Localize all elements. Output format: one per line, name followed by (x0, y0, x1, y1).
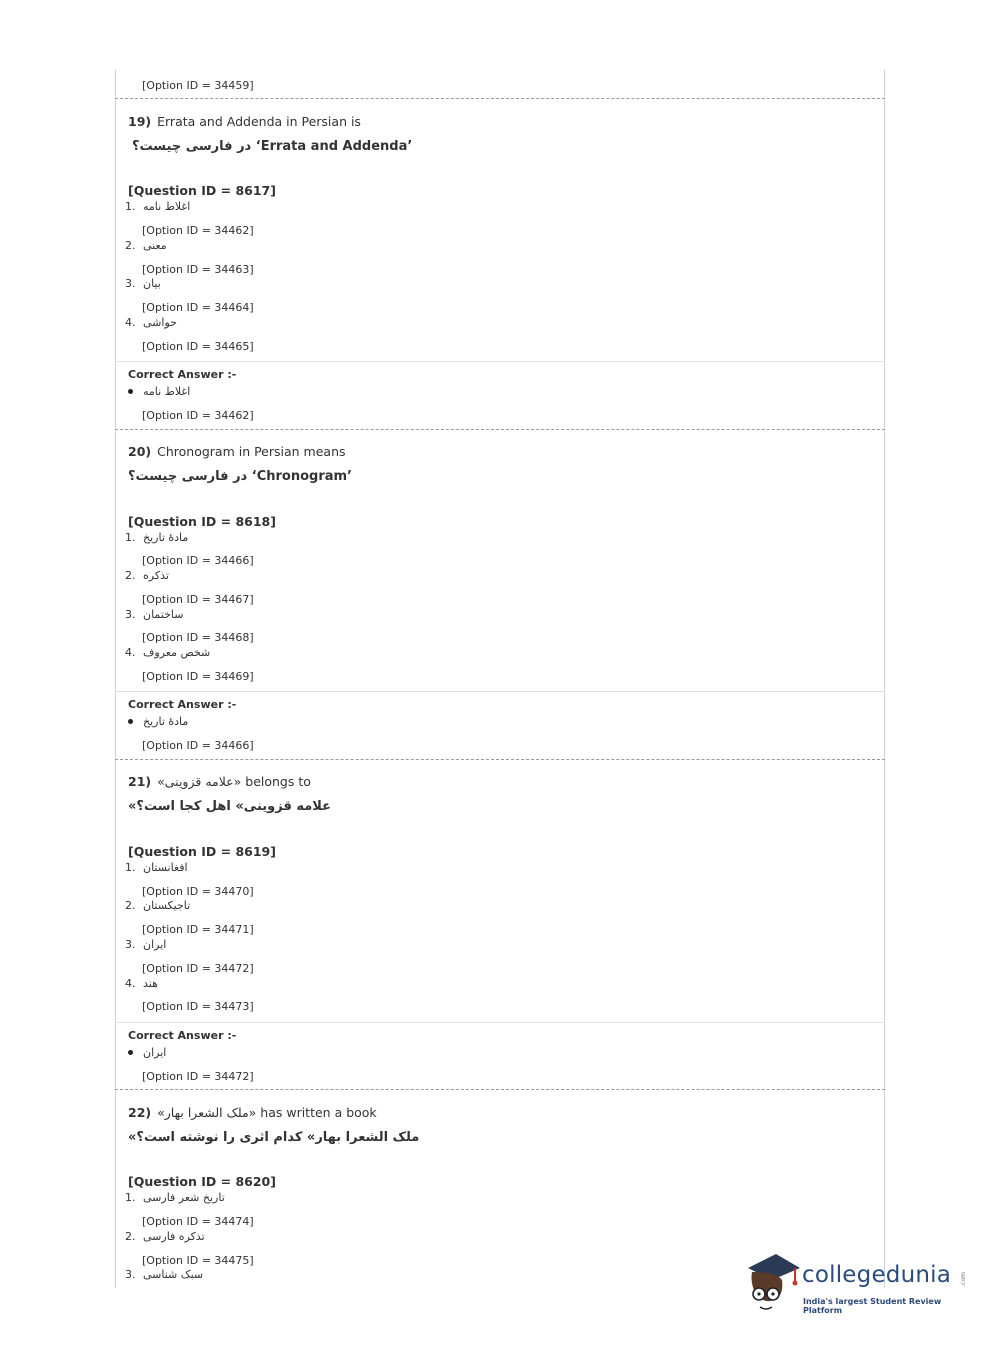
option-text: تاریخ شعر فارسی (143, 1191, 225, 1204)
question-22-persian: «ملک الشعرا بهار» کدام اثری را نوشته است؟ (128, 1130, 420, 1145)
logo-tagline: India's largest Student Review Platform (803, 1297, 942, 1315)
option-number: 2. (125, 569, 136, 582)
correct-answer (128, 715, 188, 728)
option-text: بیان (143, 277, 161, 290)
option-text: تاجیکستان (143, 899, 191, 912)
option-text: شخص معروف (143, 646, 211, 659)
option-3 (125, 277, 161, 290)
answer-text: اغلاط نامه (143, 385, 191, 398)
option-number: 1. (125, 200, 136, 213)
question-id: [Question ID = 8617] (128, 183, 276, 198)
option-id: [Option ID = 34462] (142, 224, 254, 237)
option-text: هند (143, 977, 158, 990)
question-id: [Question ID = 8619] (128, 844, 276, 859)
option-id: [Option ID = 34465] (142, 340, 254, 353)
option-id: [Option ID = 34470] (142, 885, 254, 898)
bullet-icon (128, 719, 133, 724)
logo-name: collegedunia (802, 1262, 952, 1288)
correct-answer-label: Correct Answer :- (128, 698, 237, 711)
option-id: [Option ID = 34471] (142, 923, 254, 936)
option-1 (125, 1191, 225, 1204)
option-text: سبک شناسی (143, 1268, 204, 1281)
option-number: 2. (125, 239, 136, 252)
option-number: 3. (125, 277, 136, 290)
question-divider (115, 98, 885, 99)
answer-divider (115, 361, 885, 362)
question-number: 21) (128, 774, 152, 789)
option-id: [Option ID = 34464] (142, 301, 254, 314)
option-1 (125, 861, 188, 874)
option-text: تذکره فارسی (143, 1230, 205, 1243)
option-id: [Option ID = 34468] (142, 631, 254, 644)
option-text: حواشی (143, 316, 177, 329)
answer-text: ایران (143, 1046, 167, 1059)
option-id: [Option ID = 34473] (142, 1000, 254, 1013)
option-4 (125, 646, 210, 659)
question-id: [Question ID = 8620] (128, 1174, 276, 1189)
option-id: [Option ID = 34474] (142, 1215, 254, 1228)
option-number: 4. (125, 977, 136, 990)
option-text: ساختمان (143, 608, 184, 621)
option-text: افغانستان (143, 861, 188, 874)
question-text: «ملک الشعرا بهار» has written a book (157, 1105, 377, 1120)
question-19-persian: در فارسی چیست؟ ‘Errata and Addenda’ (132, 139, 413, 154)
question-number: 20) (128, 444, 152, 459)
correct-answer (128, 1046, 166, 1059)
question-id: [Question ID = 8618] (128, 514, 276, 529)
option-id: [Option ID = 34472] (142, 962, 254, 975)
option-text: معنی (143, 239, 167, 252)
option-4 (125, 316, 177, 329)
option-3 (125, 1268, 203, 1281)
option-id: [Option ID = 34472] (142, 1070, 254, 1083)
option-text: اغلاط نامه (143, 200, 191, 213)
option-3 (125, 938, 166, 951)
question-number: 19) (128, 114, 152, 129)
option-4 (125, 977, 158, 990)
question-19-english (128, 114, 361, 129)
question-divider (115, 429, 885, 430)
option-number: 1. (125, 861, 136, 874)
option-number: 1. (125, 1191, 136, 1204)
option-id: [Option ID = 34467] (142, 593, 254, 606)
option-number: 2. (125, 1230, 136, 1243)
logo-suffix: .com (960, 1272, 967, 1287)
option-number: 3. (125, 938, 136, 951)
question-text: Chronogram in Persian means (157, 444, 346, 459)
question-20-persian: در فارسی چیست؟ ‘Chronogram’ (128, 469, 352, 484)
question-20-english (128, 444, 346, 459)
option-number: 3. (125, 608, 136, 621)
option-number: 2. (125, 899, 136, 912)
bullet-icon (128, 389, 133, 394)
option-id: [Option ID = 34462] (142, 409, 254, 422)
option-2 (125, 239, 167, 252)
option-text: مادۀ تاریخ (143, 531, 189, 544)
option-number: 4. (125, 316, 136, 329)
question-divider (115, 759, 885, 760)
option-number: 1. (125, 531, 136, 544)
option-2 (125, 1230, 205, 1243)
question-21-persian: «علامه قزوینی» اهل کجا است؟ (128, 799, 332, 814)
correct-answer (128, 385, 190, 398)
option-2 (125, 569, 169, 582)
correct-answer-label: Correct Answer :- (128, 368, 237, 381)
mascot-icon (742, 1250, 802, 1316)
option-number: 3. (125, 1268, 136, 1281)
option-text: ایران (143, 938, 167, 951)
option-id: [Option ID = 34463] (142, 263, 254, 276)
question-divider (115, 1089, 885, 1090)
option-id: [Option ID = 34466] (142, 554, 254, 567)
option-id: [Option ID = 34475] (142, 1254, 254, 1267)
question-21-english (128, 774, 311, 789)
answer-text: مادۀ تاریخ (143, 715, 189, 728)
answer-divider (115, 691, 885, 692)
answer-divider (115, 1022, 885, 1023)
question-number: 22) (128, 1105, 152, 1120)
option-number: 4. (125, 646, 136, 659)
bullet-icon (128, 1050, 133, 1055)
option-id: [Option ID = 34466] (142, 739, 254, 752)
option-1 (125, 531, 188, 544)
question-text: «علامه قزوینی» belongs to (157, 774, 311, 789)
collegedunia-logo (742, 1250, 972, 1316)
option-id: [Option ID = 34459] (142, 79, 254, 92)
option-1 (125, 200, 190, 213)
question-text: Errata and Addenda in Persian is (157, 114, 361, 129)
option-id: [Option ID = 34469] (142, 670, 254, 683)
option-text: تذکره (143, 569, 169, 582)
question-22-english (128, 1105, 377, 1120)
correct-answer-label: Correct Answer :- (128, 1029, 237, 1042)
option-2 (125, 899, 190, 912)
option-3 (125, 608, 183, 621)
